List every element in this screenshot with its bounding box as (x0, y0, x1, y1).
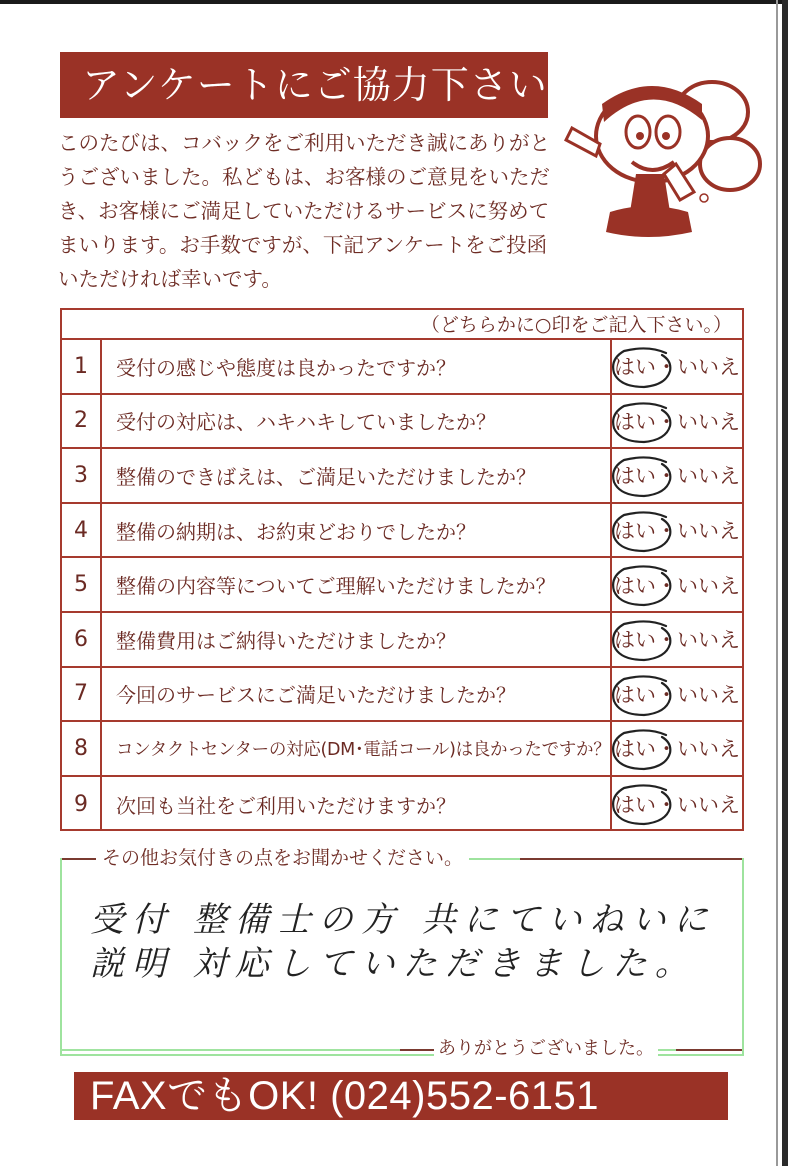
answer-separator: ・ (656, 737, 677, 762)
scan-edge-top (0, 0, 788, 4)
question-row (62, 722, 742, 777)
mascot-icon (552, 74, 767, 244)
question-number: 2 (62, 395, 102, 448)
answer-yes[interactable]: はい (614, 573, 656, 598)
answer-options[interactable] (612, 668, 742, 721)
comments-label: その他お気付きの点をお聞かせください。 (96, 848, 469, 868)
question-text: 今回のサービスにご満足いただけましたか？ (102, 668, 612, 721)
question-number: 1 (62, 340, 102, 393)
answer-options[interactable] (612, 504, 742, 557)
answer-options[interactable] (612, 449, 742, 502)
question-row (62, 340, 742, 395)
answer-no[interactable]: いいえ (677, 628, 740, 653)
handwritten-comment-line-1: 受付 整備士の方 共にていねいに (90, 900, 716, 940)
question-number: 4 (62, 504, 102, 557)
question-number: 5 (62, 558, 102, 611)
answer-yes[interactable]: はい (614, 464, 656, 489)
question-row (62, 504, 742, 559)
question-text: 整備費用はご納得いただけましたか？ (102, 613, 612, 666)
question-number: 9 (62, 777, 102, 832)
answer-options[interactable] (612, 722, 742, 775)
question-row (62, 395, 742, 450)
question-number: 3 (62, 449, 102, 502)
survey-table (60, 308, 744, 831)
question-text: 整備のできばえは、ご満足いただけましたか？ (102, 449, 612, 502)
question-row (62, 668, 742, 723)
fax-banner: FAXでもOK! (024)552-6151 (74, 1072, 728, 1120)
question-text: 受付の感じや態度は良かったですか？ (102, 340, 612, 393)
answer-separator: ・ (656, 628, 677, 653)
page-title: アンケートにご協力下さい (60, 52, 548, 118)
answer-yes[interactable]: はい (614, 519, 656, 544)
answer-yes[interactable]: はい (614, 409, 656, 434)
question-number: 6 (62, 613, 102, 666)
answer-options[interactable] (612, 558, 742, 611)
answer-options[interactable] (612, 777, 742, 832)
question-text: 整備の内容等についてご理解いただけましたか？ (102, 558, 612, 611)
intro-text: このたびは、コバックをご利用いただき誠にありがとうございました。私どもは、お客様のご意見をいただき、お客様にご満足していただけるサービスに努めてまいります。お手数ですが、下記アンケートをご投函いただければ幸いです。 (58, 131, 550, 291)
question-row (62, 777, 742, 832)
scan-edge-right (782, 0, 788, 1166)
survey-instruction: （どちらかに○印をご記入下さい。） (62, 310, 742, 340)
question-number: 7 (62, 668, 102, 721)
answer-options[interactable] (612, 613, 742, 666)
answer-no[interactable]: いいえ (677, 737, 740, 762)
answer-no[interactable]: いいえ (677, 682, 740, 707)
question-row (62, 558, 742, 613)
answer-separator: ・ (656, 519, 677, 544)
answer-no[interactable]: いいえ (677, 464, 740, 489)
answer-no[interactable]: いいえ (677, 519, 740, 544)
answer-no[interactable]: いいえ (677, 355, 740, 380)
scan-edge-right-inner (776, 0, 778, 1166)
answer-no[interactable]: いいえ (677, 573, 740, 598)
answer-yes[interactable]: はい (614, 628, 656, 653)
answer-yes[interactable]: はい (614, 737, 656, 762)
question-number: 8 (62, 722, 102, 775)
answer-separator: ・ (656, 409, 677, 434)
comments-label-rule-left (62, 858, 96, 860)
answer-no[interactable]: いいえ (677, 409, 740, 434)
answer-separator: ・ (656, 464, 677, 489)
question-text: 次回も当社をご利用いただけますか？ (102, 777, 612, 832)
question-row (62, 613, 742, 668)
answer-yes[interactable]: はい (614, 793, 656, 818)
answer-yes[interactable]: はい (614, 682, 656, 707)
answer-separator: ・ (656, 793, 677, 818)
thanks-rule-left (400, 1049, 434, 1051)
question-text: コンタクトセンターの対応(DM･電話コール)は良かったですか？ (102, 722, 612, 775)
answer-no[interactable]: いいえ (677, 793, 740, 818)
answer-separator: ・ (656, 682, 677, 707)
question-text: 受付の対応は、ハキハキしていましたか？ (102, 395, 612, 448)
survey-rows (62, 340, 742, 831)
answer-options[interactable] (612, 340, 742, 393)
question-text: 整備の納期は、お約束どおりでしたか？ (102, 504, 612, 557)
comments-label-rule-right (520, 858, 742, 860)
thanks-text: ありがとうございました。 (434, 1038, 658, 1060)
handwritten-comment-line-2: 説明 対応していただきました。 (90, 944, 697, 984)
question-row (62, 449, 742, 504)
thanks-rule-right (676, 1049, 742, 1051)
answer-options[interactable] (612, 395, 742, 448)
answer-separator: ・ (656, 355, 677, 380)
answer-separator: ・ (656, 573, 677, 598)
answer-yes[interactable]: はい (614, 355, 656, 380)
